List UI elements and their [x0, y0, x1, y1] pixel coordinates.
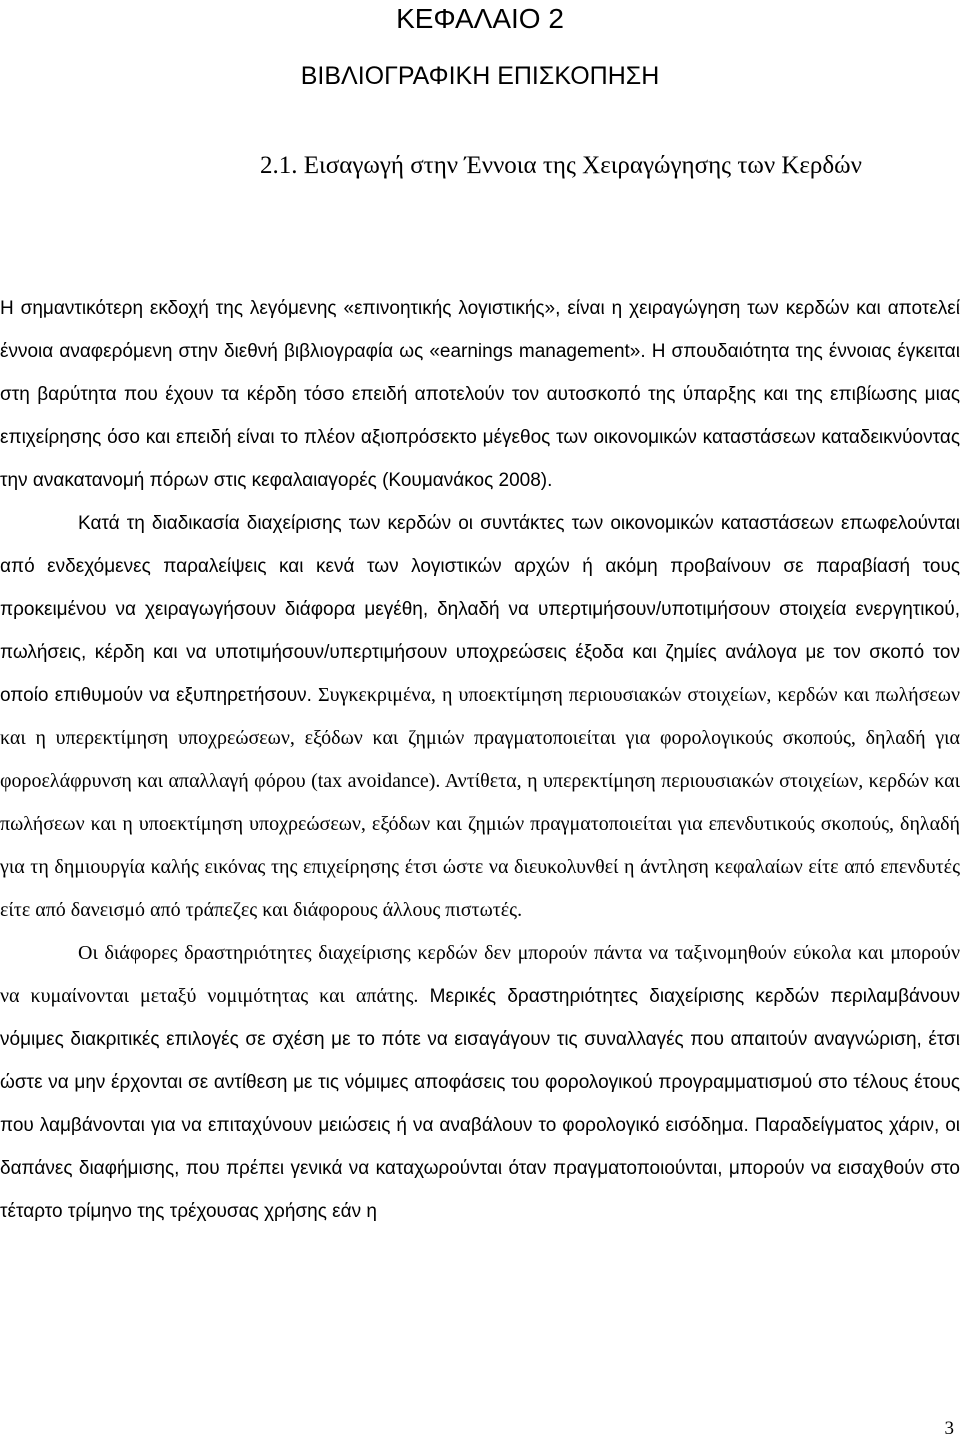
paragraph-3 [0, 932, 960, 1233]
body-text [0, 287, 960, 1233]
chapter-subtitle: ΒΙΒΛΙΟΓΡΑΦΙΚΗ ΕΠΙΣΚΟΠΗΣΗ [300, 62, 660, 90]
chapter-title: ΚΕΦΑΛΑΙΟ 2 [396, 3, 564, 34]
paragraph-3-part-a: Οι διάφορες δραστηριότητες διαχείρισης κερδών δεν μπορούν πάντα να ταξινομηθούν εύκολα και μπορούν να κυμαίνονται μεταξύ νομιμότητας και απάτης. [0, 942, 960, 1007]
paragraph-2-part-b: Συγκεκριμένα, η υποεκτίμηση περιουσιακών στοιχείων, κερδών και πωλήσεων και η υπερεκτίμηση υποχρεώσεων, εξόδων και ζημιών πραγματοποιείται για φορολογικούς σκοπούς, δηλαδή για φοροελάφρυνση και απαλλαγή φόρου (tax avoidance). Αντίθετα, η υπερεκτίμηση περιουσιακών στοιχείων, κερδών και πωλήσεων και η υποεκτίμηση υποχρεώσεων, εξόδων και ζημιών πραγματοποιείται για επενδυτικούς σκοπούς, δηλαδή για τη δημιουργία καλής εικόνας της επιχείρησης έτσι ώστε να διευκολυνθεί η άντληση κεφαλαίων είτε από επενδυτές είτε από δανεισμό από τράπεζες και διάφορους άλλους πιστωτές. [0, 684, 960, 921]
paragraph-3-part-b: Μερικές δραστηριότητες διαχείρισης κερδών περιλαμβάνουν νόμιμες διακριτικές επιλογές σε σχέση με το πότε να εισαγάγουν τις συναλλαγές που απαιτούν αναγνώριση, έτσι ώστε να μην έρχονται σε αντίθεση με τις νόμιμες αποφάσεις του φορολογικού προγραμματισμού στο τέλους έτους που λαμβάνονται για να επιταχύνουν μειώσεις ή να αναβάλουν το φορολογικό εισόδημα. Παραδείγματος χάριν, οι δαπάνες διαφήμισης, που πρέπει γενικά να καταχωρούνται όταν πραγματοποιούνται, μπορούν να εισαχθούν στο τέταρτο τρίμηνο της τρέχουσας χρήσης εάν η [0, 986, 960, 1222]
section-title: 2.1. Εισαγωγή στην Έννοια της Χειραγώγησης των Κερδών [260, 152, 862, 179]
paragraph-1: Η σημαντικότερη εκδοχή της λεγόμενης «επινοητικής λογιστικής», είναι η χειραγώγηση των κερδών και αποτελεί έννοια αναφερόμενη στην διεθνή βιβλιογραφία ως «earnings management». Η σπουδαιότητα της έννοιας έγκειται στη βαρύτητα που έχουν τα κέρδη τόσο επειδή αποτελούν τον αυτοσκοπό της ύπαρξης και της επιβίωσης μιας επιχείρησης όσο και επειδή είναι το πλέον αξιοπρόσεκτο μέγεθος των οικονομικών καταστάσεων καταδεικνύοντας την ανακατανομή πόρων στις κεφαλαιαγορές (Κουμανάκος 2008). [0, 298, 960, 491]
paragraph-2 [0, 502, 960, 932]
page-number: 3 [944, 1418, 954, 1439]
paragraph-2-part-a: Κατά τη διαδικασία διαχείρισης των κερδών οι συντάκτες των οικονομικών καταστάσεων επωφελούνται από ενδεχόμενες παραλείψεις και κενά των λογιστικών αρχών ή ακόμη προβαίνουν σε παραβίασή τους προκειμένου να χειραγωγήσουν διάφορα μεγέθη, δηλαδή να υπερτιμήσουν/υποτιμήσουν στοιχεία ενεργητικού, πωλήσεις, κέρδη και να υποτιμήσουν/υπερτιμήσουν υποχρεώσεις έξοδα και ζημίες ανάλογα με τον σκοπό τον οποίο επιθυμούν να εξυπηρετήσουν. [0, 513, 960, 706]
